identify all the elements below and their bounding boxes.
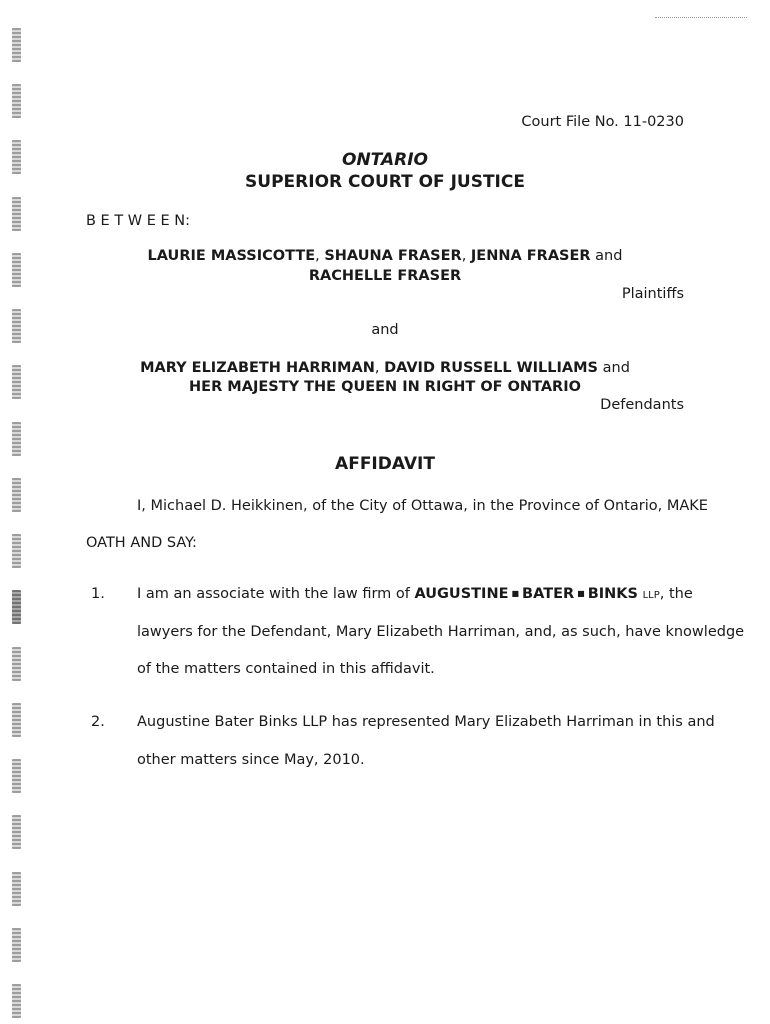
plaintiffs-role: Plaintiffs (621, 286, 684, 302)
paragraph-1-line2: lawyers for the Defendant, Mary Elizabeth Harriman, and, as such, have knowledge (137, 624, 745, 640)
paragraph-text: I am an associate with the law firm of (137, 586, 415, 602)
defendant-name: HER MAJESTY THE QUEEN IN RIGHT OF ONTARIO (189, 379, 581, 395)
binding-hole (12, 647, 21, 681)
binding-hole (12, 590, 21, 624)
document-title: AFFIDAVIT (335, 454, 435, 474)
binding-hole (12, 872, 21, 906)
binding-hole (12, 815, 21, 849)
court-heading: SUPERIOR COURT OF JUSTICE (245, 172, 525, 192)
intro-line2: OATH AND SAY: (86, 535, 197, 551)
paragraph-2-line2: other matters since May, 2010. (137, 752, 365, 768)
plaintiff-name: SHAUNA FRASER (324, 248, 462, 264)
conjunction: and (590, 248, 623, 264)
province-heading: ONTARIO (342, 150, 428, 170)
separator: , (461, 248, 471, 264)
between-label: B E T W E E N: (86, 213, 191, 229)
paragraph-2-line1: Augustine Bater Binks LLP has represented Mary Elizabeth Harriman in this and (137, 714, 715, 730)
binding-hole (12, 928, 21, 962)
firm-name: AUGUSTINE (414, 586, 509, 602)
and-separator: and (371, 322, 399, 338)
firm-name: BATER (522, 586, 575, 602)
conjunction: and (598, 360, 630, 376)
binding-hole (12, 422, 21, 456)
bullet-dot: ■ (511, 589, 520, 598)
scan-mark-line (655, 17, 747, 18)
binding-hole (12, 759, 21, 793)
paragraph-number: 1. (91, 586, 105, 602)
defendant-name: DAVID RUSSELL WILLIAMS (384, 360, 599, 376)
binding-hole (12, 984, 21, 1018)
separator: , (315, 248, 325, 264)
defendants-role: Defendants (600, 397, 684, 413)
paragraph-number: 2. (91, 714, 105, 730)
plaintiff-name: JENNA FRASER (470, 248, 591, 264)
intro-line1 (137, 498, 708, 514)
firm-name: BINKS (587, 586, 638, 602)
binding-hole (12, 84, 21, 118)
binding-hole (12, 28, 21, 62)
separator: , (374, 360, 385, 376)
paragraph-1-line3: of the matters contained in this affidavit. (137, 661, 435, 677)
binding-hole (12, 478, 21, 512)
plaintiff-name: LAURIE MASSICOTTE (147, 248, 316, 264)
intro-text: I, Michael D. Heikkinen, of the City of Ottawa, in the Province of Ontario, MAKE (137, 498, 708, 514)
bullet-dot: ■ (577, 589, 585, 598)
firm-suffix: LLP (642, 590, 660, 601)
binding-hole (12, 703, 21, 737)
plaintiff-name: RACHELLE FRASER (308, 268, 462, 284)
paragraph-text: , the (659, 586, 693, 602)
defendant-name: MARY ELIZABETH HARRIMAN (140, 360, 375, 376)
binding-hole (12, 197, 21, 231)
plaintiffs-names-line1 (0, 248, 770, 264)
binding-hole (12, 534, 21, 568)
court-file-number: Court File No. 11-0230 (521, 114, 684, 130)
defendants-names-line1 (0, 360, 770, 376)
paragraph-1-line1 (137, 586, 693, 602)
